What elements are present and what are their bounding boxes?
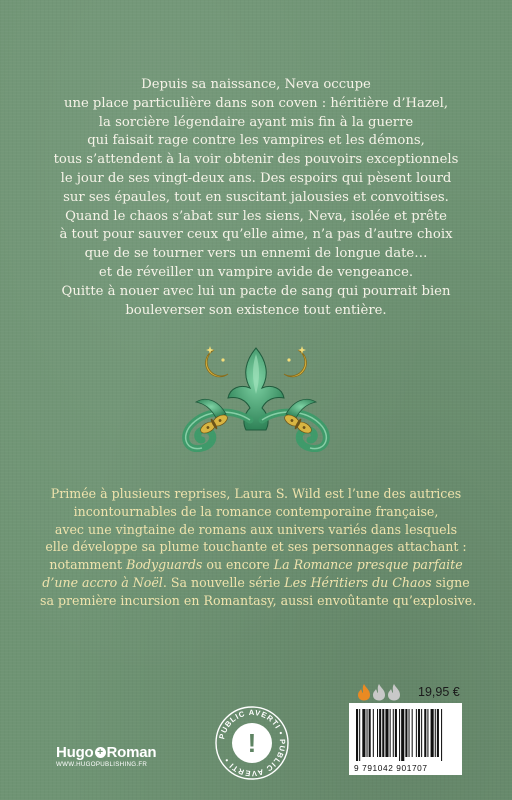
blurb-line: sur ses épaules, tout en suscitant jalousies et convoitises. [63,189,449,205]
bio-line: incontournables de la romance contemporaine française, [73,503,439,519]
blurb-line: Quand le chaos s’abat sur les siens, Neva, isolée et prête [65,208,447,224]
blurb-line: une place particulière dans son coven : héritière d’Hazel, [63,95,449,111]
publisher-name-right: Roman [106,744,157,761]
bio-text: signe [431,574,470,590]
blurb-line: qui faisait rage contre les vampires et les démons, [87,133,425,149]
heat-rating [357,683,401,701]
book-title-bodyguards: Bodyguards [126,557,203,573]
flame-filled-icon [357,683,371,701]
blurb-line: la sorcière légendaire ayant mis fin à la guerre [98,114,414,130]
publisher-website: WWW.HUGOPUBLISHING.FR [56,761,148,768]
bio-line [40,556,472,574]
isbn-number: 9 791042 901707 [354,763,428,773]
series-title: Les Héritiers du Chaos [284,574,432,590]
ornament-moons-moths-icon [166,344,346,452]
blurb-line: tous s’attendent à la voir obtenir des pouvoirs exceptionnels [53,152,459,168]
left-crescent-moon-icon [206,346,228,377]
blurb-line: que de se tourner vers un ennemi de longue date… [84,246,428,262]
bio-text: . Sa nouvelle série [162,574,285,590]
blurb-line: Quitte à nouer avec lui un pacte de sang qui pourrait bien [61,283,451,299]
flame-empty-icon [372,683,386,701]
barcode [349,703,462,775]
blurb-line: à tout pour sauver ceux qu’elle aime, n’a pas d’autre choix [59,227,453,243]
publisher-plus-icon: + [95,747,106,758]
public-averti-seal-icon [214,705,290,781]
back-cover-blurb [40,76,472,320]
blurb-line: bouleverser son existence tout entière. [125,302,387,318]
seal-symbol: ! [247,728,257,758]
blurb-line: Depuis sa naissance, Neva occupe [141,77,371,92]
flame-empty-icon [387,683,401,701]
seal-text: PUBLIC AVERTI • PUBLIC AVERTI • [217,707,288,779]
publisher-logo [56,744,156,761]
book-title-romance: La Romance presque parfaite [273,557,463,573]
author-bio [40,485,477,610]
blurb-line: le jour de ses vingt-deux ans. Des espoirs qui pèsent lourd [60,170,452,186]
price: 19,95 € [418,685,460,699]
bio-line: avec une vingtaine de romans aux univers variés dans lesquels [54,521,458,537]
barcode-bars [356,709,456,761]
blurb-line: et de réveiller un vampire avide de vengeance. [98,264,414,280]
bio-line: elle développe sa plume touchante et ses personnages attachant : [45,539,467,555]
bio-text: ou encore [202,557,274,573]
book-title-romance-cont: d’une accro à Noël [42,574,163,590]
bio-text: notamment [49,557,127,573]
bio-line [40,574,472,592]
bio-line: sa première incursion en Romantasy, aussi envoûtante qu’explosive. [40,592,477,608]
right-crescent-moon-icon [284,346,306,377]
publisher-name-left: Hugo [56,744,94,761]
bio-line: Primée à plusieurs reprises, Laura S. Wild est l’une des autrices [50,486,462,501]
